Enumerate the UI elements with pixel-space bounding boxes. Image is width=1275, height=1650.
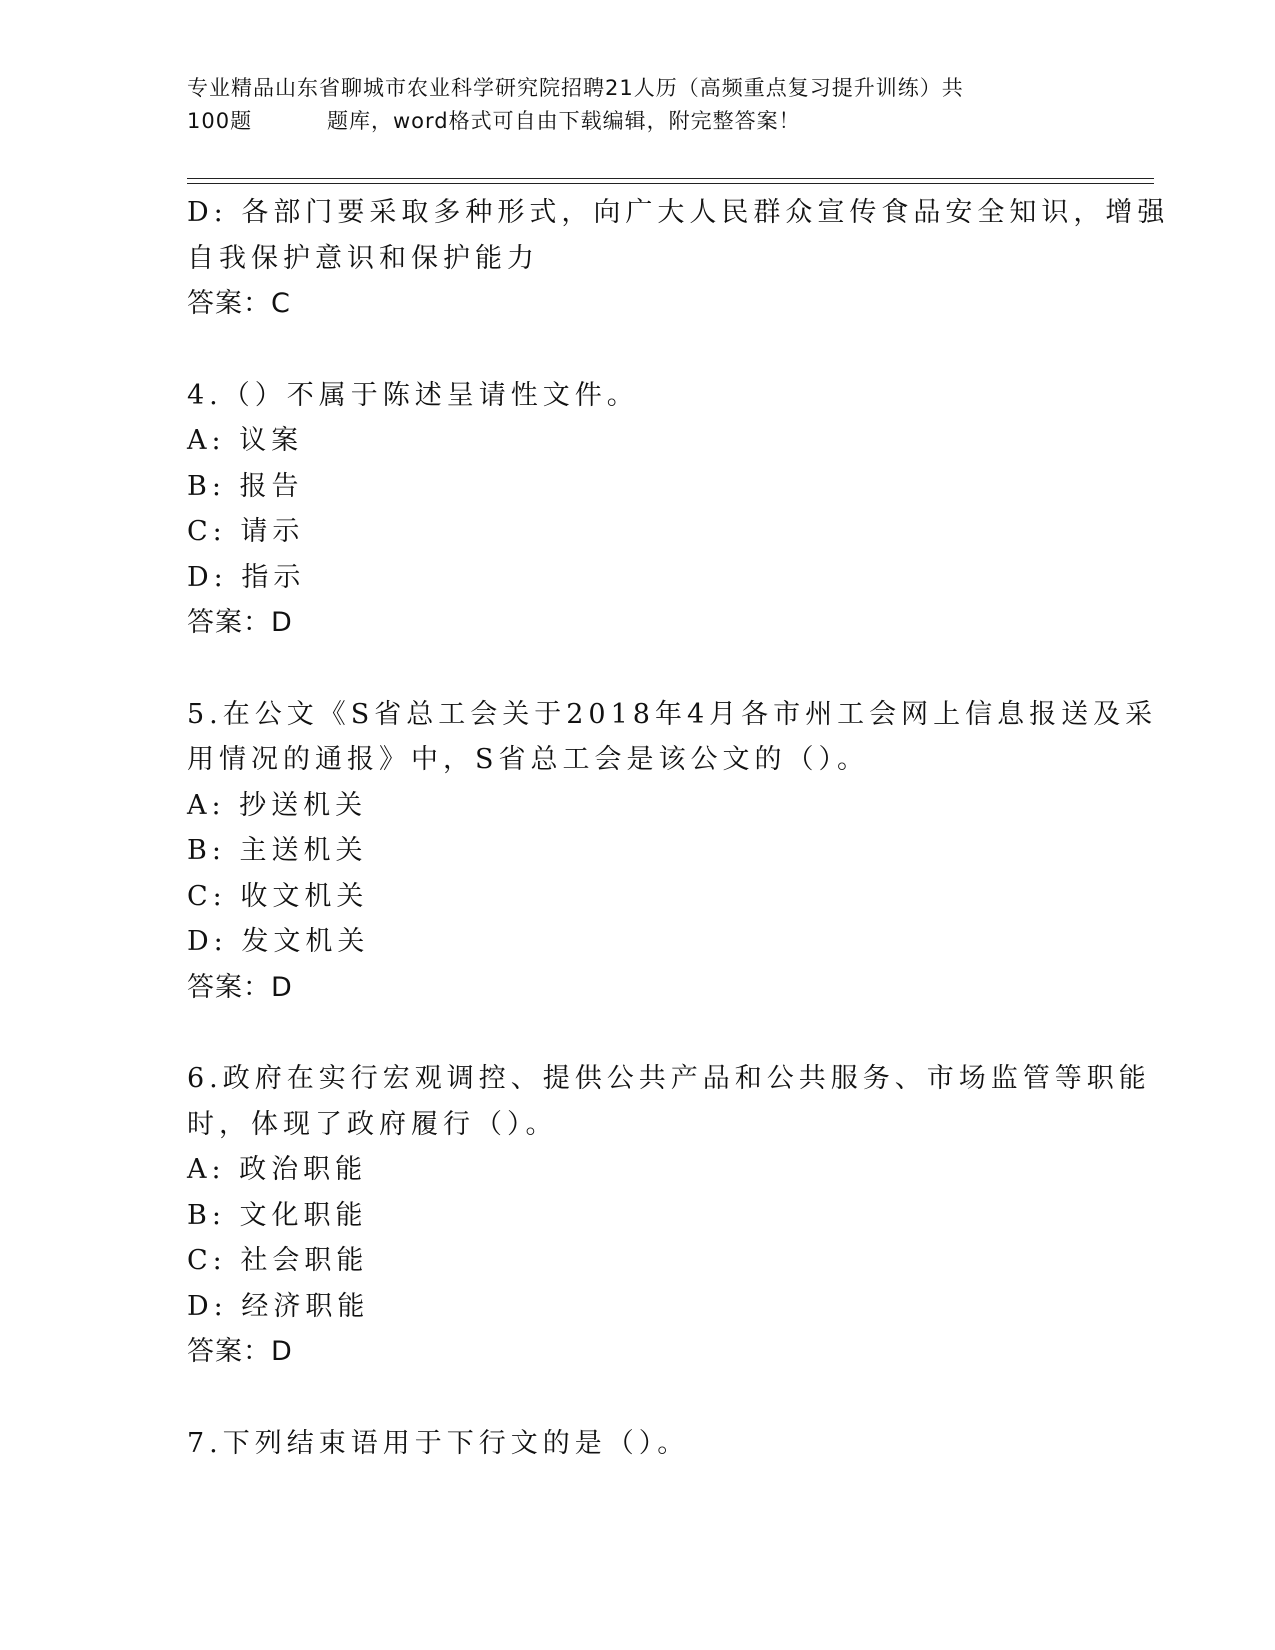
option-c: C: 请示 — [187, 516, 305, 547]
answer-line: 答案：C — [187, 288, 291, 319]
question-text: 4.（）不属于陈述呈请性文件。 — [187, 379, 639, 411]
option-a: A: 政治职能 — [187, 1154, 368, 1185]
answer-line: 答案：D — [187, 971, 293, 1003]
question-text: 7.下列结束语用于下行文的是（）。 — [187, 1427, 690, 1459]
question-6 — [187, 1056, 1151, 1375]
option-c: C: 社会职能 — [187, 1245, 369, 1276]
question-text: 用情况的通报》中，S省总工会是该公文的（）。 — [187, 744, 869, 775]
header-question-count: 100题 — [187, 109, 253, 133]
document-body — [187, 190, 1170, 1466]
option-a: A: 议案 — [187, 425, 304, 456]
header-line-1: 专业精品山东省聊城市农业科学研究院招聘21人历（高频重点复习提升训练）共 — [187, 76, 964, 100]
option-b: B: 主送机关 — [187, 835, 368, 866]
question-7 — [187, 1421, 1077, 1467]
option-b: B: 文化职能 — [187, 1199, 368, 1231]
question-text: 时，体现了政府履行（）。 — [187, 1108, 558, 1140]
option-line: D: 各部门要采取多种形式，向广大人民群众宣传食品安全知识，增强 — [187, 197, 1170, 228]
option-line: 自我保护意识和保护能力 — [187, 242, 539, 274]
option-a: A: 抄送机关 — [187, 789, 368, 821]
question-5 — [187, 692, 1158, 1011]
question-text: 5.在公文《S省总工会关于2018年4月各市州工会网上信息报送及采 — [187, 698, 1158, 730]
option-d: D: 发文机关 — [187, 926, 370, 957]
header-description: 题库，word格式可自由下载编辑，附完整答案！ — [327, 109, 801, 133]
question-text: 6.政府在实行宏观调控、提供公共产品和公共服务、市场监管等职能 — [187, 1063, 1151, 1094]
header-line-2 — [187, 105, 1087, 138]
header-divider-top — [187, 178, 1154, 179]
option-d: D: 指示 — [187, 561, 306, 593]
option-c: C: 收文机关 — [187, 880, 369, 912]
previous-question-tail — [187, 190, 1170, 327]
header-divider-bottom — [187, 183, 1154, 184]
answer-line: 答案：D — [187, 607, 293, 638]
option-b: B: 报告 — [187, 470, 304, 502]
option-d: D: 经济职能 — [187, 1290, 370, 1322]
answer-line: 答案：D — [187, 1336, 293, 1367]
page-header — [187, 72, 1087, 138]
question-4 — [187, 373, 1077, 646]
